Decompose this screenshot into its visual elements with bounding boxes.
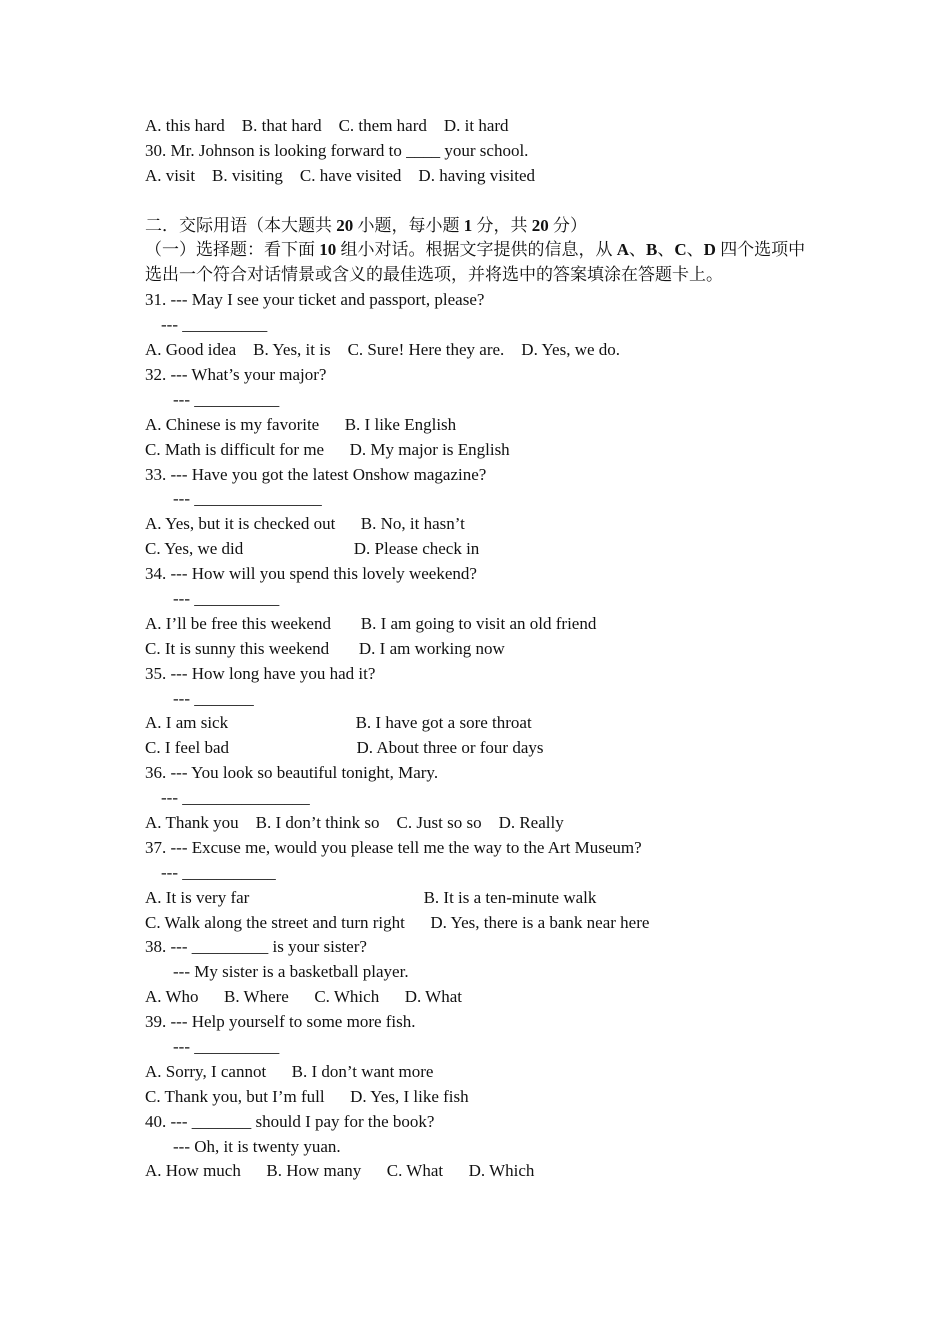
q34-options-row2: C. It is sunny this weekend D. I am working now bbox=[145, 638, 505, 658]
q40-question: 40. --- _______ should I pay for the book? bbox=[145, 1111, 435, 1131]
q30-options: A. visit B. visiting C. have visited D. having visited bbox=[145, 165, 536, 185]
q35-options-row1: A. I am sick B. I have got a sore throat bbox=[145, 713, 532, 733]
q31-answer-blank: --- __________ bbox=[161, 315, 268, 335]
spacer bbox=[145, 189, 825, 214]
document-page bbox=[145, 114, 825, 1184]
q32-question: 32. --- What’s your major? bbox=[145, 364, 327, 384]
q36-answer-blank: --- _______________ bbox=[161, 788, 310, 808]
q39-question: 39. --- Help yourself to some more fish. bbox=[145, 1012, 416, 1032]
q31-question: 31. --- May I see your ticket and passport, please? bbox=[145, 290, 485, 310]
q32-options-row2: C. Math is difficult for me D. My major is English bbox=[145, 439, 510, 459]
q35-options-row2: C. I feel bad D. About three or four days bbox=[145, 738, 544, 758]
q33-options-row2: C. Yes, we did D. Please check in bbox=[145, 539, 480, 559]
q36-options: A. Thank you B. I don’t think so C. Just so so D. Really bbox=[145, 812, 564, 832]
section-2-title: 二．交际用语（本大题共 20 小题，每小题 1 分，共 20 分） bbox=[145, 215, 587, 235]
q37-question: 37. --- Excuse me, would you please tell me the way to the Art Museum? bbox=[145, 837, 642, 857]
q37-options-row1: A. It is very far B. It is a ten-minute walk bbox=[145, 887, 597, 907]
q34-options-row1: A. I’ll be free this weekend B. I am going to visit an old friend bbox=[145, 613, 597, 633]
q38-options: A. Who B. Where C. Which D. What bbox=[145, 987, 462, 1007]
q35-answer-blank: --- _______ bbox=[173, 688, 254, 708]
q33-question: 33. --- Have you got the latest Onshow magazine? bbox=[145, 464, 487, 484]
q39-options-row2: C. Thank you, but I’m full D. Yes, I like fish bbox=[145, 1086, 469, 1106]
q32-options-row1: A. Chinese is my favorite B. I like English bbox=[145, 414, 457, 434]
q33-options-row1: A. Yes, but it is checked out B. No, it hasn’t bbox=[145, 514, 465, 534]
q40-options: A. How much B. How many C. What D. Which bbox=[145, 1161, 535, 1181]
q35-question: 35. --- How long have you had it? bbox=[145, 663, 376, 683]
q32-answer-blank: --- __________ bbox=[173, 389, 280, 409]
q37-answer-blank: --- ___________ bbox=[161, 862, 276, 882]
section-2-instructions: （一）选择题：看下面 10 组小对话。根据文字提供的信息，从 A、B、C、D 四个选项中选出一个符合对话情景或含义的最佳选项，并将选中的答案填涂在答题卡上。 bbox=[145, 240, 806, 285]
q39-options-row1: A. Sorry, I cannot B. I don’t want more bbox=[145, 1061, 434, 1081]
q29-options: A. this hard B. that hard C. them hard D. it hard bbox=[145, 116, 509, 135]
q40-answer: --- Oh, it is twenty yuan. bbox=[173, 1136, 341, 1156]
q31-options: A. Good idea B. Yes, it is C. Sure! Here they are. D. Yes, we do. bbox=[145, 340, 621, 360]
q33-answer-blank: --- _______________ bbox=[173, 489, 322, 509]
q38-question: 38. --- _________ is your sister? bbox=[145, 937, 367, 957]
q39-answer-blank: --- __________ bbox=[173, 1036, 280, 1056]
q38-answer: --- My sister is a basketball player. bbox=[173, 962, 409, 982]
q34-question: 34. --- How will you spend this lovely weekend? bbox=[145, 564, 477, 584]
q30-question: 30. Mr. Johnson is looking forward to ____ your school. bbox=[145, 140, 529, 160]
q36-question: 36. --- You look so beautiful tonight, Mary. bbox=[145, 763, 439, 783]
q34-answer-blank: --- __________ bbox=[173, 588, 280, 608]
q37-options-row2: C. Walk along the street and turn right D. Yes, there is a bank near here bbox=[145, 912, 650, 932]
